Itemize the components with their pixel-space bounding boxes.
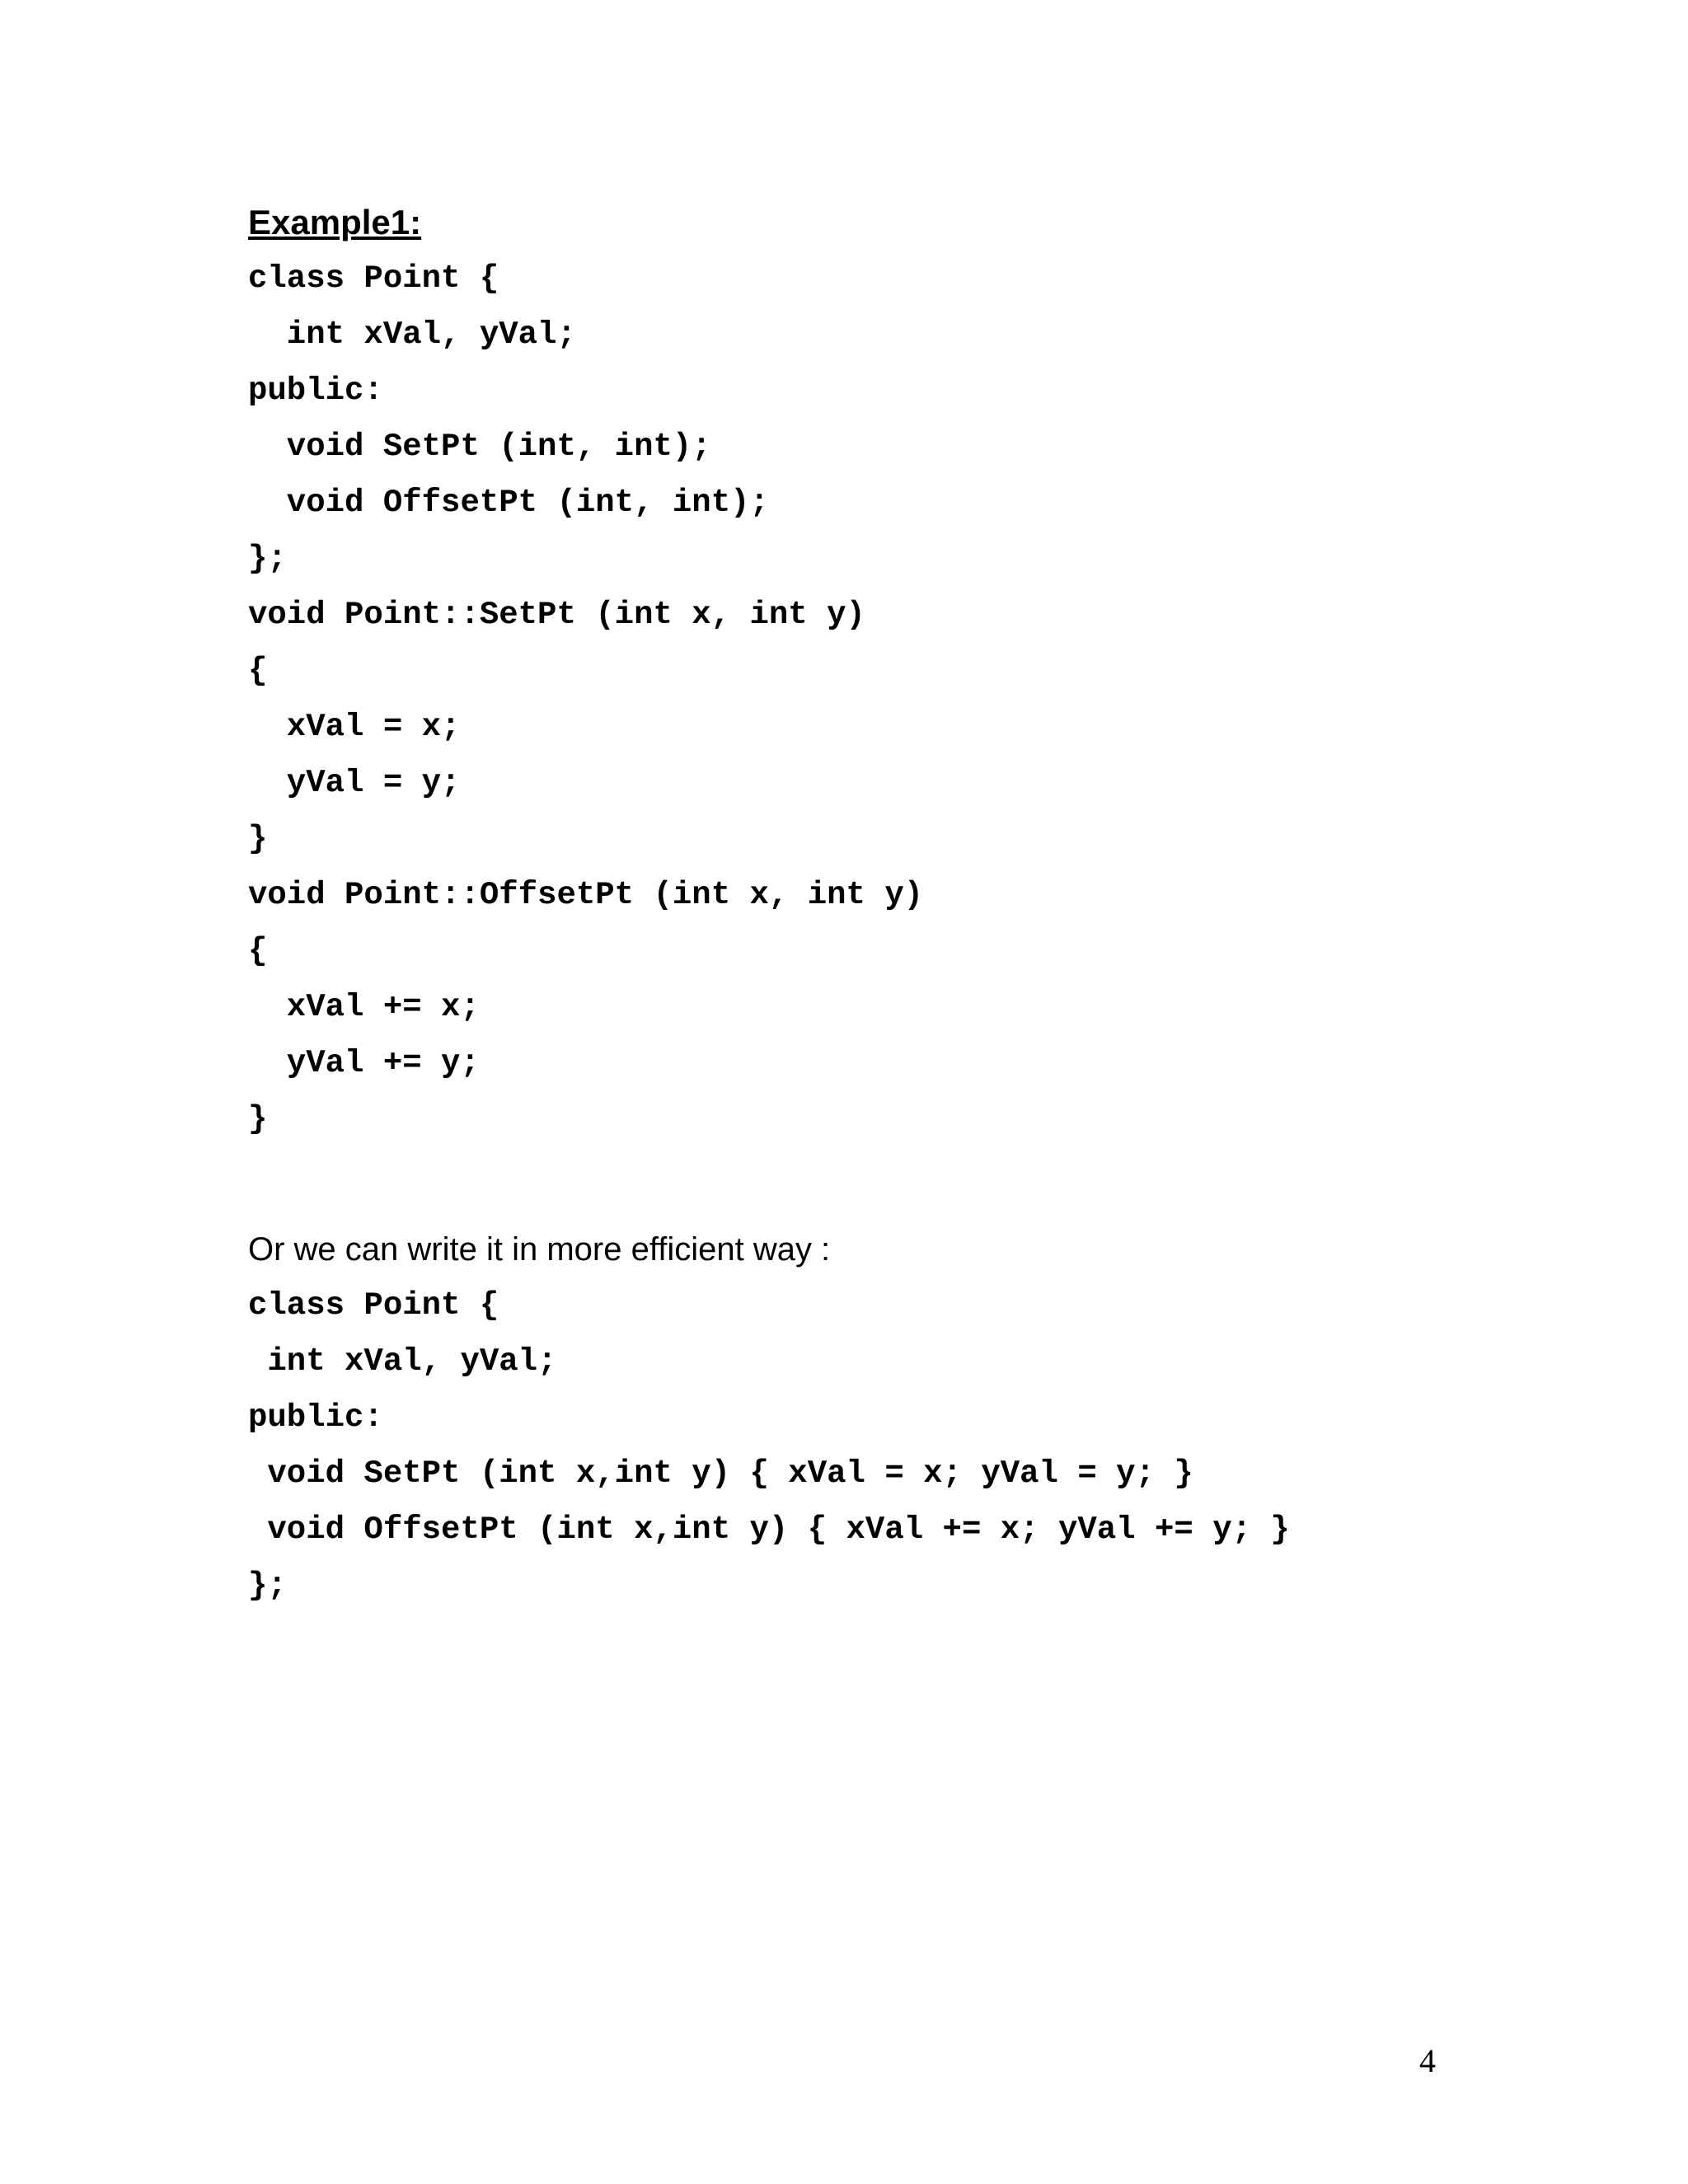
code-line: yVal = y; [248, 765, 461, 801]
code-line: } [248, 821, 268, 857]
example-heading: Example1: [248, 203, 422, 241]
code-line: yVal += y; [248, 1045, 480, 1081]
page-content [248, 194, 1484, 1614]
code-line: public: [248, 373, 383, 409]
code-line: } [248, 1101, 268, 1137]
paragraph-spacer [248, 1147, 1484, 1221]
code-line: void Point::OffsetPt (int x, int y) [248, 877, 924, 913]
code-line: xVal += x; [248, 989, 480, 1025]
code-line: void Point::SetPt (int x, int y) [248, 597, 865, 633]
code-line: }; [248, 1568, 287, 1604]
code-line: class Point { [248, 260, 499, 297]
code-line: void OffsetPt (int x,int y) { xVal += x; yVal += y; } [248, 1511, 1290, 1548]
page-number: 4 [1419, 2042, 1436, 2079]
code-block-2 [248, 1277, 1484, 1614]
code-line: void SetPt (int, int); [248, 429, 711, 465]
code-line: }; [248, 541, 287, 577]
code-line: public: [248, 1399, 383, 1436]
code-line: { [248, 653, 268, 689]
code-line: { [248, 933, 268, 969]
code-line: xVal = x; [248, 709, 461, 745]
code-line: class Point { [248, 1287, 499, 1324]
code-line: int xVal, yVal; [248, 1343, 557, 1380]
code-line: void OffsetPt (int, int); [248, 485, 769, 521]
code-line: void SetPt (int x,int y) { xVal = x; yVal = y; } [248, 1455, 1193, 1492]
intro-text: Or we can write it in more efficient way : [248, 1231, 831, 1268]
code-line: int xVal, yVal; [248, 316, 576, 353]
code-block-1 [248, 251, 1484, 1147]
